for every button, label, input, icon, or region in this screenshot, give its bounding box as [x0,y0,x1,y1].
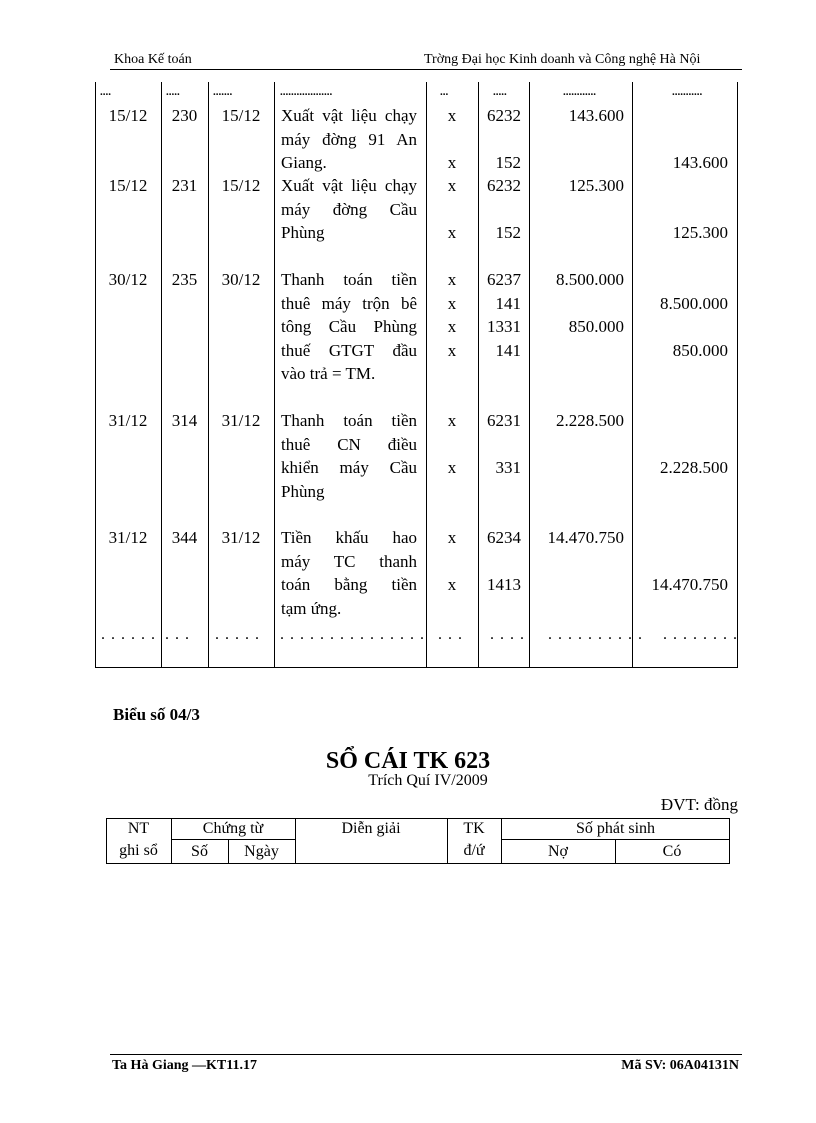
journal-description-line: tông Cầu Phùng [281,317,417,336]
ledger-header-tk: TK [463,820,485,837]
journal-voucher-date: 31/12 [221,411,261,430]
journal-credit: 2.228.500 [660,458,728,477]
journal-ledger-mark: x [447,223,457,242]
journal-description-line: Phùng [281,223,325,242]
journal-description-line: khiển máy Cầu [281,458,417,477]
journal-debit: 125.300 [568,176,624,195]
journal-description [281,409,417,503]
journal-column-line [737,82,738,668]
journal-description-line: thuê CN điều [281,434,417,454]
journal-continuation-dots: ..... [493,86,507,98]
journal-description [281,104,417,175]
journal-date: 15/12 [108,106,148,125]
ledger-bottom-border [106,863,730,864]
journal-date: 31/12 [108,411,148,430]
journal-debit: 14.470.750 [547,528,624,547]
journal-continuation-dots: . . . . . [215,626,260,643]
journal-account: 152 [495,223,521,242]
journal-ledger-mark: x [447,293,457,313]
ledger-header-table [106,818,730,864]
journal-description-line: toán bằng tiền [281,575,417,594]
journal-account: 6234 [487,528,521,547]
unit-label: ĐVT: đồng [660,795,738,814]
journal-ledger-mark: x [447,153,457,172]
journal-ledger-mark: x [447,106,457,125]
journal-continuation-dots: . . . [438,626,463,643]
journal-ledger-mark: x [447,575,457,594]
journal-description-line: thuê máy trộn bê [281,293,417,313]
journal-account: 141 [495,340,521,360]
journal-description-line: Xuất vật liệu chạy [281,106,417,125]
journal-voucher-date: 31/12 [221,528,261,547]
journal-column-line [208,82,209,668]
journal-voucher-number: 314 [171,411,198,430]
ledger-header-chungtu: Chứng từ [202,820,264,837]
ledger-header-no: Nợ [547,843,568,860]
journal-continuation-dots: . . . . . . . . . . [548,626,643,643]
journal-account: 331 [495,458,521,477]
journal-column-line [95,82,96,668]
journal-description-line: Tiền khấu hao [281,528,417,547]
footer-author: Ta Hà Giang —KT11.17 [112,1058,257,1073]
journal-continuation-dots: ... [440,86,449,98]
journal-voucher-number: 231 [171,176,198,195]
header-university: Trờng Đại học Kinh doanh và Công nghệ Hà Nội [424,52,701,67]
journal-continuation-dots: ................... [280,86,333,98]
journal-description-line: Phùng [281,481,325,501]
journal-account: 6232 [487,176,521,195]
journal-continuation-dots: ....... [213,86,233,98]
journal-voucher-number: 230 [171,106,198,125]
journal-description-line: máy đờng Cầu [281,199,417,219]
journal-description [281,174,417,245]
ledger-header-nt: NT [127,820,150,837]
journal-ledger-mark: x [447,458,457,477]
journal-debit: 2.228.500 [556,411,624,430]
journal-account: 6232 [487,106,521,125]
journal-credit: 8.500.000 [660,293,728,313]
journal-description-line: Xuất vật liệu chạy [281,176,417,195]
journal-voucher-date: 30/12 [221,270,261,289]
journal-column-line [161,82,162,668]
ledger-header-tkdu: đ/ứ [463,842,485,859]
ledger-header-diengiai: Diễn giải [341,820,401,837]
journal-ledger-mark: x [447,176,457,195]
journal-description-line: thuế GTGT đầu [281,340,417,360]
journal-account: 141 [495,293,521,313]
journal-description-line: máy đờng 91 An [281,129,417,149]
journal-account: 1413 [487,575,521,594]
journal-description-line: tạm ứng. [281,598,342,618]
journal-account: 152 [495,153,521,172]
journal-ledger-mark: x [447,317,457,336]
journal-debit: 143.600 [568,106,624,125]
journal-voucher-number: 235 [171,270,198,289]
journal-continuation-dots: . . . . . . . . [663,626,738,643]
journal-description-line: Thanh toán tiền [281,270,417,289]
header-rule [110,69,742,70]
journal-bottom-border [95,667,738,668]
journal-description [281,268,417,386]
journal-account: 6231 [487,411,521,430]
journal-voucher-date: 15/12 [221,176,261,195]
ledger-header-co: Có [662,843,682,860]
journal-date: 31/12 [108,528,148,547]
journal-continuation-dots: .... [100,86,111,98]
journal-column-line [529,82,530,668]
journal-date: 15/12 [108,176,148,195]
ledger-header-ngay: Ngày [244,843,279,860]
ledger-header-so: Số [191,843,208,860]
journal-voucher-number: 344 [171,528,198,547]
journal-table [95,82,738,668]
footer-rule [110,1054,742,1055]
footer-student-id: Mã SV: 06A04131N [621,1058,739,1073]
journal-description-line: Thanh toán tiền [281,411,417,430]
journal-credit: 143.600 [672,153,728,172]
ledger-header-ghiso: ghi sổ [119,842,158,859]
ledger-header-phatsinh: Số phát sinh [575,820,656,837]
form-label: Biểu số 04/3 [113,705,200,724]
journal-continuation-dots: . . . . [490,626,525,643]
journal-account: 1331 [487,317,521,336]
journal-debit: 850.000 [568,317,624,336]
journal-description [281,526,417,620]
journal-continuation-dots: ..... [166,86,180,98]
journal-credit: 14.470.750 [651,575,728,594]
journal-continuation-dots: ........... [672,86,703,98]
journal-debit: 8.500.000 [556,270,624,289]
journal-description-line: vào trả = TM. [281,364,376,383]
journal-credit: 125.300 [672,223,728,242]
journal-ledger-mark: x [447,270,457,289]
journal-voucher-date: 15/12 [221,106,261,125]
journal-credit: 850.000 [672,340,728,360]
journal-ledger-mark: x [447,411,457,430]
journal-column-line [274,82,275,668]
journal-continuation-dots: . . . . . . . . . . . . . . . [280,626,425,643]
journal-ledger-mark: x [447,340,457,360]
journal-continuation-dots: . . . . . . [101,626,156,643]
journal-continuation-dots: ............ [563,86,596,98]
journal-date: 30/12 [108,270,148,289]
journal-description-line: Giang. [281,153,327,172]
header-faculty: Khoa Kế toán [114,52,192,67]
journal-ledger-mark: x [447,528,457,547]
journal-description-line: máy TC thanh [281,551,417,571]
ledger-subtitle: Trích Quí IV/2009 [368,772,488,789]
ledger-title: SỔ CÁI TK 623 [325,748,491,774]
journal-continuation-dots: . . . [165,626,190,643]
journal-account: 6237 [487,270,521,289]
